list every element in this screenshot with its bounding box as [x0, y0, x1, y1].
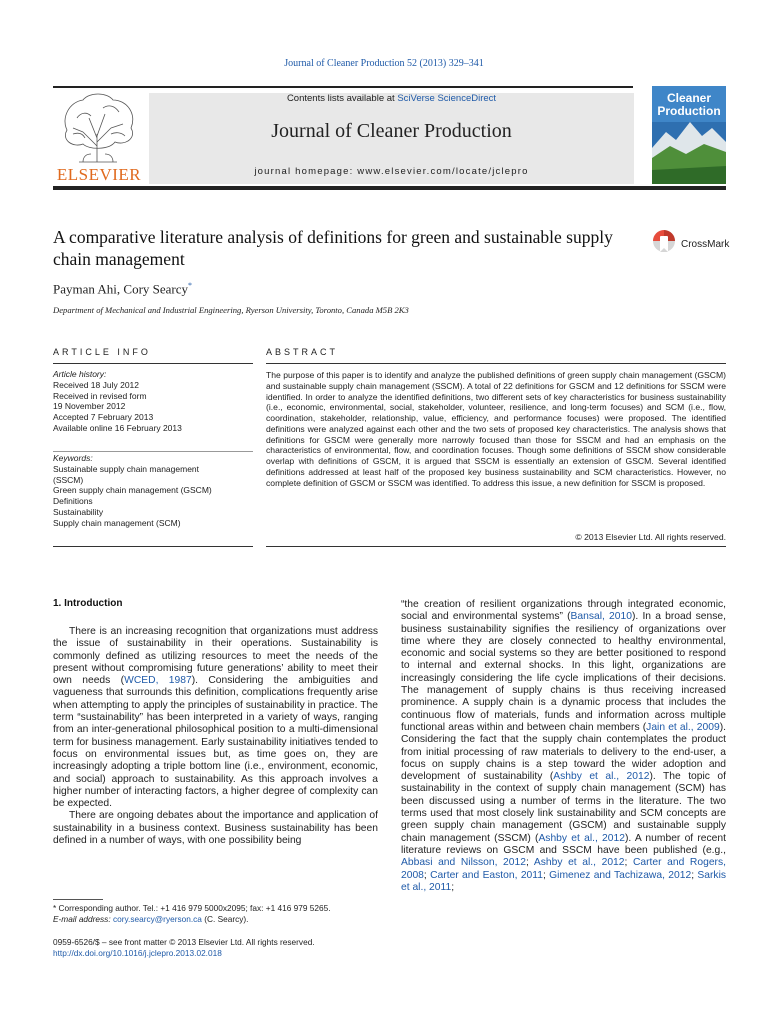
footnote	[53, 903, 378, 924]
issn-block	[53, 937, 378, 959]
citation-link[interactable]: WCED, 1987	[124, 675, 192, 687]
text-run: There is an increasing recognition that organizations must address the issue of sustainability in their operations. Sustainability is commonly defined as utilizing resources to meet the needs of the present without compromising future generations’ ability to meet their own needs (	[53, 626, 378, 687]
section-heading-introduction: 1. Introduction	[53, 598, 123, 609]
issn-line: 0959-6526/$ – see front matter © 2013 Elsevier Ltd. All rights reserved.	[53, 937, 315, 947]
elsevier-wordmark: ELSEVIER	[56, 165, 142, 184]
author-affiliation: Department of Mechanical and Industrial Engineering, Ryerson University, Toronto, Canada M5B 2K3	[53, 305, 409, 315]
email-label: E-mail address:	[53, 913, 111, 924]
abstract-heading: ABSTRACT	[266, 347, 339, 357]
abstract-rule	[266, 363, 726, 364]
article-history	[53, 369, 253, 434]
citation-link[interactable]: Bansal, 2010	[570, 611, 632, 623]
keyword-item: Definitions	[53, 496, 93, 507]
article-info-rule	[53, 363, 253, 364]
footnote-contact: Corresponding author. Tel.: +1 416 979 5000x2095; fax: +1 416 979 5265.	[56, 903, 331, 913]
author-list	[53, 281, 192, 297]
footnote-email-line	[53, 914, 378, 925]
text-run: There are ongoing debates about the importance and application of sustainability in a business context. Business sustainability has been defined in a number of ways, with one possibility being	[53, 810, 378, 847]
keyword-item: Green supply chain management (GSCM)	[53, 485, 212, 496]
text-run: ;	[542, 869, 550, 881]
corresponding-author-mark[interactable]: *	[188, 281, 193, 290]
history-label: Article history:	[53, 369, 107, 379]
contents-prefix: Contents lists available at	[286, 93, 398, 104]
citation-link[interactable]: Gimenez and Tachizawa, 2012	[549, 869, 692, 881]
citation-link[interactable]: Abbasi and Nilsson, 2012	[401, 857, 526, 869]
footnote-rule	[53, 899, 103, 900]
text-run: ;	[451, 881, 455, 893]
doi-link[interactable]: http://dx.doi.org/10.1016/j.jclepro.2013.02.018	[53, 948, 222, 958]
text-run: ;	[624, 857, 633, 869]
journal-title: Journal of Cleaner Production	[271, 120, 512, 142]
text-run: ). Considering the ambiguities and vagueness that surrounds this definition, complications frequently arise when attempting to apply the principles of sustainability in practice. The term “sustainability” has been interpreted in a variety of ways, ranging from an inter-generational philosophical position to a multi-dimensional term for business management. Early sustainability initiatives tended to focus on environmental issues but, as time goes on, they are increasingly adopting a triple bottom line (i.e., environment, economic, and social) approach to sustainability. As this approach involves a higher number of interacting factors, a higher degree of complexity can be expected.	[53, 675, 378, 810]
email-link[interactable]: cory.searcy@ryerson.ca	[112, 913, 202, 924]
email-suffix: (C. Searcy).	[201, 913, 249, 924]
paragraph	[401, 599, 726, 894]
text-run: ;	[691, 869, 698, 881]
contents-line	[149, 93, 634, 104]
keyword-item: (SSCM)	[53, 474, 84, 485]
article-info-heading: ARTICLE INFO	[53, 347, 151, 357]
body-column-left	[53, 626, 378, 847]
history-item: 19 November 2012	[53, 401, 126, 412]
footnote-star: *	[53, 903, 57, 913]
paragraph	[53, 626, 378, 810]
crossmark-icon[interactable]	[652, 228, 676, 256]
sciencedirect-link[interactable]: SciVerse ScienceDirect	[397, 93, 497, 104]
abstract-copyright: © 2013 Elsevier Ltd. All rights reserved.	[575, 532, 726, 542]
history-item: Received 18 July 2012	[53, 379, 140, 390]
history-item: Accepted 7 February 2013	[53, 412, 154, 423]
keyword-item: Supply chain management (SCM)	[53, 517, 181, 528]
text-run: ). In a broad sense, business sustainability signifies the resiliency of organizations over time where they are closely connected to healthy environmental, economic and social systems so they are better positioned to respond to internal and external shocks. In this light, organizations are increasingly considering the life cycle implications of their decisions. The management of supply chains is thus receiving increased prominence. A supply chain is a dynamic process that includes the continuous flow of materials, funds and information across multiple functional areas within and between chain members (	[401, 611, 726, 733]
journal-reference[interactable]: Journal of Cleaner Production 52 (2013) 329–341	[284, 58, 484, 69]
text-run: ). Considering the fact that the supply chain contemplates the product from initial processing of raw materials to delivery to the end-user, a focus on supply chains is a step toward the wider adoption and development of sustainability (	[401, 721, 726, 783]
cover-title: Cleaner Production	[657, 91, 721, 118]
keywords-list	[53, 453, 253, 529]
keyword-item: Sustainability	[53, 506, 104, 517]
article-info-bottom-rule	[53, 546, 253, 547]
citation-link[interactable]: Ashby et al., 2012	[533, 857, 625, 869]
text-run: ). The topic of sustainability in the context of supply chain management (SCM) has been discussed using a number of terms in the literature. The two terms used that most closely link sustainability and SCM concepts are green supply chain management (GSCM) and sustainable supply chain management (SSCM) (	[401, 771, 726, 844]
journal-homepage[interactable]: journal homepage: www.elsevier.com/locate/jclepro	[254, 166, 529, 177]
citation-link[interactable]: Carter and Easton, 2011	[430, 869, 543, 881]
author-names: Payman Ahi, Cory Searcy	[53, 281, 189, 297]
history-item: Received in revised form	[53, 390, 147, 401]
citation-link[interactable]: Ashby et al., 2012	[553, 771, 650, 783]
citation-link[interactable]: Jain et al., 2009	[646, 721, 720, 733]
keywords-label: Keywords:	[53, 453, 93, 463]
footnote-corresponding	[53, 903, 378, 914]
article-title: A comparative literature analysis of definitions for green and sustainable supply chain management	[53, 227, 613, 269]
body-column-right	[401, 599, 726, 894]
crossmark-label[interactable]: CrossMark	[681, 239, 730, 250]
paragraph	[53, 810, 378, 847]
text-run: ). A number of recent literature reviews on GSCM and SSCM have been published (e.g.,	[401, 832, 727, 856]
text-run: “the creation of resilient organizations through integrated economic, social and environmental systems” (	[401, 599, 726, 623]
header-rule-bottom	[53, 186, 726, 190]
citation-link[interactable]: Ashby et al., 2012	[538, 832, 625, 844]
keyword-item: Sustainable supply chain management	[53, 463, 200, 474]
history-item: Available online 16 February 2013	[53, 422, 182, 433]
citation-link[interactable]: Sarkis et al., 2011	[401, 869, 727, 893]
abstract-text: The purpose of this paper is to identify and analyze the published definitions of green supply chain management (GSCM) and sustainable supply chain management (SSCM). A total of 22 definitions for GSCM and 12 definitions for SSCM were identified. In order to analyze the identified definitions, two different sets of key characteristics for business sustainability (i.e., economic, environmental, social, stakeholder, volunteer, resilience, and long-term focuses) and SCM (i.e., flow, coordination, stakeholder, relationship, value, efficiency, and performance focuses) were proposed. The identified definitions were analyzed against each other and the two sets of proposed key characteristics. The analysis shows that definitions for GSCM were generally more narrowly focused than those for SSCM and had an emphasis on the characteristics of environmental, flow, and coordination focuses. Though some definitions of SSCM show considerable overlap with definitions of GSCM, it is argued that SSCM is essentially an extension of GSCM. Several identified definitions addressed at least half of the proposed key business sustainability and SCM characteristics. However, no complete definition of GSCM or SSCM was identified. To address this issue, a new definition for SSCM is proposed.	[266, 370, 726, 488]
text-run: ;	[423, 869, 431, 881]
citation-link[interactable]: Carter and Rogers, 2008	[401, 857, 726, 881]
article-info-divider	[53, 451, 253, 452]
abstract-bottom-rule	[266, 546, 726, 547]
text-run: ;	[525, 857, 534, 869]
